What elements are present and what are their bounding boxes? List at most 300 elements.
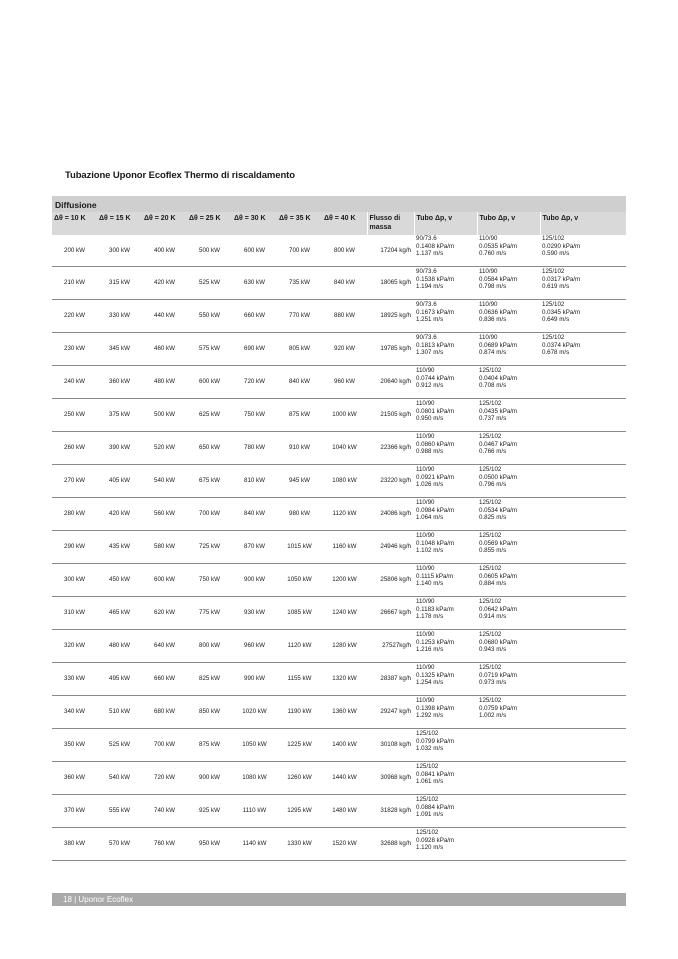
power-cell: 720 kW (142, 762, 187, 795)
power-cell: 900 kW (187, 762, 232, 795)
table-body (52, 235, 626, 861)
pipe-cell-line (542, 697, 624, 705)
power-cell: 840 kW (232, 498, 277, 531)
pipe-cell (540, 531, 626, 564)
mass-flow-cell: 30108 kg/h (367, 729, 414, 762)
power-cell: 770 kW (277, 300, 322, 333)
table-row (52, 300, 626, 333)
power-cell: 875 kW (277, 399, 322, 432)
power-cell: 1260 kW (277, 762, 322, 795)
power-cell: 230 kW (52, 333, 97, 366)
pipe-cell (477, 696, 540, 729)
pipe-cell-line: 0.874 m/s (479, 349, 507, 357)
pipe-cell-line: 0.0860 kPa/m (416, 440, 455, 448)
pipe-cell-line: 0.0345 kPa/m (542, 308, 581, 316)
power-cell: 870 kW (232, 531, 277, 564)
mass-flow-cell: 18925 kg/h (367, 300, 414, 333)
power-cell: 720 kW (232, 366, 277, 399)
section-title: Tubazione Uponor Ecoflex Thermo di riscaldamento (65, 170, 295, 181)
pipe-cell-line: 110/90 (479, 301, 498, 308)
power-cell: 1120 kW (277, 630, 322, 663)
power-cell: 435 kW (97, 531, 142, 564)
power-cell: 875 kW (187, 729, 232, 762)
pipe-cell-line: 110/90 (416, 400, 435, 407)
pipe-cell (540, 762, 626, 795)
pipe-cell-line: 90/73.6 (416, 235, 437, 242)
table-row (52, 696, 626, 729)
pipe-cell-line: 1.032 m/s (416, 745, 444, 753)
pipe-cell-line (542, 540, 624, 548)
pipe-cell-line: 1.102 m/s (416, 547, 444, 555)
pipe-cell-line: 0.988 m/s (416, 448, 444, 456)
power-cell: 375 kW (97, 399, 142, 432)
pipe-cell-line: 110/90 (479, 235, 498, 242)
power-cell: 1160 kW (322, 531, 367, 564)
power-cell: 200 kW (52, 235, 97, 267)
pipe-cell-line (479, 771, 538, 779)
column-header: Δθ = 15 K (97, 212, 142, 235)
pipe-cell-line (542, 408, 624, 416)
pipe-cell-line (479, 796, 538, 804)
power-cell: 675 kW (187, 465, 232, 498)
power-cell: 960 kW (232, 630, 277, 663)
pipe-cell (414, 597, 477, 630)
pipe-cell-line: 110/90 (416, 532, 435, 539)
pipe-cell-line: 0.0801 kPa/m (416, 407, 455, 415)
pipe-cell-line: 125/102 (479, 400, 502, 407)
diffusion-table-wrapper (52, 196, 626, 861)
pipe-cell-line (542, 646, 624, 654)
power-cell: 460 kW (142, 333, 187, 366)
pipe-cell-line: 110/90 (479, 268, 498, 275)
pipe-cell-line: 0.0799 kPa/m (416, 737, 455, 745)
pipe-cell-line: 125/102 (542, 268, 565, 275)
table-row (52, 729, 626, 762)
power-cell: 360 kW (97, 366, 142, 399)
pipe-cell-line: 125/102 (479, 631, 502, 638)
power-cell: 280 kW (52, 498, 97, 531)
power-cell: 880 kW (322, 300, 367, 333)
power-cell: 480 kW (97, 630, 142, 663)
pipe-cell-line (542, 367, 624, 375)
column-header: Δθ = 35 K (277, 212, 322, 235)
pipe-cell-line: 0.836 m/s (479, 316, 507, 324)
power-cell: 660 kW (232, 300, 277, 333)
pipe-cell (477, 630, 540, 663)
pipe-cell-line: 125/102 (479, 367, 502, 374)
power-cell: 540 kW (97, 762, 142, 795)
power-cell: 980 kW (277, 498, 322, 531)
pipe-cell-line (542, 745, 624, 753)
pipe-cell-line: 125/102 (542, 301, 565, 308)
pipe-cell-line: 125/102 (479, 664, 502, 671)
mass-flow-cell: 32688 kg/h (367, 828, 414, 861)
pipe-cell-line (479, 745, 538, 753)
power-cell: 950 kW (187, 828, 232, 861)
power-cell: 600 kW (232, 235, 277, 267)
power-cell: 540 kW (142, 465, 187, 498)
mass-flow-cell: 26667 kg/h (367, 597, 414, 630)
pipe-cell-line: 0.1253 kPa/m (416, 638, 455, 646)
pipe-cell-line: 125/102 (479, 697, 502, 704)
power-cell: 680 kW (142, 696, 187, 729)
pipe-cell-line: 1.254 m/s (416, 679, 444, 687)
pipe-cell-line: 1.061 m/s (416, 778, 444, 786)
power-cell: 630 kW (232, 267, 277, 300)
pipe-cell-line: 1.140 m/s (416, 580, 444, 588)
pipe-cell-line: 110/90 (416, 367, 435, 374)
power-cell: 700 kW (142, 729, 187, 762)
power-cell: 350 kW (52, 729, 97, 762)
pipe-cell-line (542, 672, 624, 680)
pipe-cell-line: 1.307 m/s (416, 349, 444, 357)
pipe-cell-line: 0.708 m/s (479, 382, 507, 390)
power-cell: 1400 kW (322, 729, 367, 762)
pipe-cell-line (479, 804, 538, 812)
power-cell: 740 kW (142, 795, 187, 828)
table-row (52, 235, 626, 267)
pipe-cell (477, 795, 540, 828)
power-cell: 520 kW (142, 432, 187, 465)
pipe-cell-line (542, 778, 624, 786)
pipe-cell-line: 0.0605 kPa/m (479, 572, 518, 580)
power-cell: 945 kW (277, 465, 322, 498)
pipe-cell (477, 267, 540, 300)
power-cell: 405 kW (97, 465, 142, 498)
power-cell: 960 kW (322, 366, 367, 399)
pipe-cell-line: 0.855 m/s (479, 547, 507, 555)
pipe-cell-line: 125/102 (479, 565, 502, 572)
pipe-cell-line: 1.091 m/s (416, 811, 444, 819)
pipe-cell (477, 828, 540, 861)
pipe-cell-line: 125/102 (479, 433, 502, 440)
pipe-cell (414, 498, 477, 531)
power-cell: 500 kW (142, 399, 187, 432)
pipe-cell (414, 235, 477, 267)
pipe-cell (540, 432, 626, 465)
pipe-cell-line (542, 433, 624, 441)
page-footer (52, 893, 626, 906)
pipe-cell-line (542, 811, 624, 819)
pipe-cell-line: 0.0680 kPa/m (479, 638, 518, 646)
pipe-cell-line (542, 796, 624, 804)
power-cell: 840 kW (322, 267, 367, 300)
pipe-cell-line: 0.737 m/s (479, 415, 507, 423)
power-cell: 620 kW (142, 597, 187, 630)
pipe-cell-line: 0.0467 kPa/m (479, 440, 518, 448)
table-row (52, 432, 626, 465)
pipe-cell-line: 0.0744 kPa/m (416, 374, 455, 382)
pipe-cell-line (542, 738, 624, 746)
pipe-cell-line (542, 507, 624, 515)
pipe-cell-line: 0.0841 kPa/m (416, 770, 455, 778)
pipe-cell-line: 0.0928 kPa/m (416, 836, 455, 844)
power-cell: 360 kW (52, 762, 97, 795)
pipe-cell-line (542, 771, 624, 779)
power-cell: 300 kW (52, 564, 97, 597)
pipe-cell-line (542, 514, 624, 522)
power-cell: 1040 kW (322, 432, 367, 465)
mass-flow-cell: 31828 kg/h (367, 795, 414, 828)
power-cell: 450 kW (97, 564, 142, 597)
pipe-cell (414, 663, 477, 696)
power-cell: 525 kW (97, 729, 142, 762)
pipe-cell-line (479, 844, 538, 852)
pipe-cell (414, 333, 477, 366)
table-header-row (52, 212, 626, 235)
pipe-cell-line (542, 705, 624, 713)
table-row (52, 399, 626, 432)
pipe-cell-line: 110/90 (416, 631, 435, 638)
pipe-cell (414, 432, 477, 465)
pipe-cell-line (542, 606, 624, 614)
pipe-cell-line (542, 613, 624, 621)
power-cell: 240 kW (52, 366, 97, 399)
pipe-cell (477, 366, 540, 399)
power-cell: 725 kW (187, 531, 232, 564)
pipe-cell-line (479, 730, 538, 738)
power-cell: 800 kW (187, 630, 232, 663)
pipe-cell-line: 110/90 (416, 466, 435, 473)
footer-text: 18 | Uponor Ecoflex (63, 895, 134, 904)
pipe-cell-line (479, 829, 538, 837)
pipe-cell-line (542, 580, 624, 588)
power-cell: 560 kW (142, 498, 187, 531)
pipe-cell-line (542, 481, 624, 489)
pipe-cell-line: 0.1408 kPa/m (416, 242, 455, 250)
power-cell: 600 kW (187, 366, 232, 399)
pipe-cell (477, 597, 540, 630)
pipe-cell-line: 110/90 (416, 697, 435, 704)
power-cell: 1240 kW (322, 597, 367, 630)
pipe-cell-line: 1.137 m/s (416, 250, 444, 258)
power-cell: 575 kW (187, 333, 232, 366)
pipe-cell-line: 1.292 m/s (416, 712, 444, 720)
power-cell: 495 kW (97, 663, 142, 696)
power-cell: 1320 kW (322, 663, 367, 696)
column-header: Δθ = 10 K (52, 212, 97, 235)
column-header: Δθ = 40 K (322, 212, 367, 235)
power-cell: 250 kW (52, 399, 97, 432)
power-cell: 1200 kW (322, 564, 367, 597)
pipe-cell (477, 564, 540, 597)
pipe-cell-line: 0.760 m/s (479, 250, 507, 258)
pipe-cell-line (542, 382, 624, 390)
mass-flow-cell: 17204 kg/h (367, 235, 414, 267)
power-cell: 300 kW (97, 235, 142, 267)
pipe-cell-line (542, 679, 624, 687)
pipe-cell-line (542, 565, 624, 573)
pipe-cell-line (542, 844, 624, 852)
power-cell: 660 kW (142, 663, 187, 696)
power-cell: 690 kW (232, 333, 277, 366)
pipe-cell-line: 125/102 (479, 598, 502, 605)
power-cell: 550 kW (187, 300, 232, 333)
pipe-cell-line: 1.064 m/s (416, 514, 444, 522)
mass-flow-cell: 19785 kg/h (367, 333, 414, 366)
pipe-cell (414, 696, 477, 729)
pipe-cell-line: 0.1538 kPa/m (416, 275, 455, 283)
power-cell: 1120 kW (322, 498, 367, 531)
power-cell: 220 kW (52, 300, 97, 333)
pipe-cell-line: 90/73.6 (416, 301, 437, 308)
pipe-cell-line: 0.0984 kPa/m (416, 506, 455, 514)
power-cell: 340 kW (52, 696, 97, 729)
power-cell: 1480 kW (322, 795, 367, 828)
pipe-cell-line: 0.1398 kPa/m (416, 704, 455, 712)
pipe-cell-line (479, 811, 538, 819)
pipe-cell (540, 399, 626, 432)
pipe-cell-line (542, 804, 624, 812)
pipe-cell-line: 0.1813 kPa/m (416, 341, 455, 349)
pipe-cell-line (542, 573, 624, 581)
power-cell: 750 kW (187, 564, 232, 597)
power-cell: 650 kW (187, 432, 232, 465)
power-cell: 270 kW (52, 465, 97, 498)
pipe-cell-line: 90/73.6 (416, 334, 437, 341)
pipe-cell-line: 0.0689 kPa/m (479, 341, 518, 349)
table-row (52, 630, 626, 663)
pipe-cell-line: 0.1325 kPa/m (416, 671, 455, 679)
pipe-cell (477, 432, 540, 465)
pipe-cell (540, 828, 626, 861)
pipe-cell-line: 0.649 m/s (542, 316, 570, 324)
pipe-cell-line: 0.0759 kPa/m (479, 704, 518, 712)
power-cell: 1080 kW (322, 465, 367, 498)
pipe-cell-line: 0.0884 kPa/m (416, 803, 455, 811)
mass-flow-cell: 24086 kg/h (367, 498, 414, 531)
pipe-cell-line: 110/90 (416, 664, 435, 671)
mass-flow-cell: 23220 kg/h (367, 465, 414, 498)
pipe-cell-line: 0.0921 kPa/m (416, 473, 455, 481)
power-cell: 390 kW (97, 432, 142, 465)
pipe-cell-line: 0.0569 kPa/m (479, 539, 518, 547)
pipe-cell (477, 235, 540, 267)
power-cell: 570 kW (97, 828, 142, 861)
table-row (52, 597, 626, 630)
mass-flow-cell: 28387 kg/h (367, 663, 414, 696)
table-row (52, 663, 626, 696)
pipe-cell (540, 729, 626, 762)
mass-flow-cell: 21505 kg/h (367, 399, 414, 432)
power-cell: 1440 kW (322, 762, 367, 795)
pipe-cell (477, 663, 540, 696)
power-cell: 1110 kW (232, 795, 277, 828)
pipe-cell (414, 267, 477, 300)
pipe-cell-line: 125/102 (479, 499, 502, 506)
pipe-cell-line: 0.0317 kPa/m (542, 275, 581, 283)
pipe-cell (414, 828, 477, 861)
power-cell: 260 kW (52, 432, 97, 465)
pipe-cell-line (542, 466, 624, 474)
pipe-cell-line: 1.002 m/s (479, 712, 507, 720)
power-cell: 840 kW (277, 366, 322, 399)
power-cell: 310 kW (52, 597, 97, 630)
power-cell: 555 kW (97, 795, 142, 828)
table-row (52, 366, 626, 399)
pipe-cell (540, 300, 626, 333)
pipe-cell (540, 564, 626, 597)
pipe-cell-line: 0.1115 kPa/m (416, 572, 454, 580)
power-cell: 1225 kW (277, 729, 322, 762)
power-cell: 990 kW (232, 663, 277, 696)
pipe-cell-line: 0.0435 kPa/m (479, 407, 518, 415)
pipe-cell-line (542, 448, 624, 456)
pipe-cell-line (479, 763, 538, 771)
power-cell: 1280 kW (322, 630, 367, 663)
pipe-cell (414, 399, 477, 432)
power-cell: 700 kW (187, 498, 232, 531)
power-cell: 910 kW (277, 432, 322, 465)
power-cell: 750 kW (232, 399, 277, 432)
power-cell: 1520 kW (322, 828, 367, 861)
pipe-cell-line (542, 712, 624, 720)
pipe-cell-line: 0.0500 kPa/m (479, 473, 518, 481)
pipe-cell-line: 125/102 (416, 763, 439, 770)
pipe-cell (414, 795, 477, 828)
pipe-cell (477, 531, 540, 564)
power-cell: 330 kW (97, 300, 142, 333)
pipe-cell (477, 465, 540, 498)
pipe-cell (477, 729, 540, 762)
pipe-cell-line: 0.0374 kPa/m (542, 341, 581, 349)
power-cell: 465 kW (97, 597, 142, 630)
power-cell: 1155 kW (277, 663, 322, 696)
pipe-cell (540, 366, 626, 399)
column-header-pipe: Tubo Δp, v (414, 212, 477, 235)
power-cell: 525 kW (187, 267, 232, 300)
table-row (52, 762, 626, 795)
pipe-cell-line: 0.590 m/s (542, 250, 570, 258)
pipe-cell (540, 235, 626, 267)
power-cell: 290 kW (52, 531, 97, 564)
pipe-cell-line: 0.884 m/s (479, 580, 507, 588)
pipe-cell-line (542, 474, 624, 482)
table-group-label: Diffusione (52, 196, 626, 212)
pipe-cell (540, 267, 626, 300)
power-cell: 700 kW (277, 235, 322, 267)
pipe-cell-line: 125/102 (542, 235, 565, 242)
power-cell: 345 kW (97, 333, 142, 366)
mass-flow-cell: 25806 kg/h (367, 564, 414, 597)
pipe-cell-line: 0.914 m/s (479, 613, 507, 621)
column-header: Δθ = 20 K (142, 212, 187, 235)
pipe-cell (414, 564, 477, 597)
power-cell: 900 kW (232, 564, 277, 597)
pipe-cell-line: 125/102 (416, 730, 439, 737)
pipe-cell-line: 110/90 (416, 433, 435, 440)
pipe-cell-line: 0.0404 kPa/m (479, 374, 518, 382)
pipe-cell (477, 300, 540, 333)
pipe-cell-line (542, 547, 624, 555)
table-row (52, 498, 626, 531)
pipe-cell-line: 0.798 m/s (479, 283, 507, 291)
power-cell: 1080 kW (232, 762, 277, 795)
pipe-cell-line: 0.950 m/s (416, 415, 444, 423)
pipe-cell-line (542, 532, 624, 540)
mass-flow-cell: 22366 kg/h (367, 432, 414, 465)
table-row (52, 267, 626, 300)
pipe-cell (540, 795, 626, 828)
pipe-cell-line: 0.825 m/s (479, 514, 507, 522)
mass-flow-cell: 27527kg/h (367, 630, 414, 663)
pipe-cell-line: 125/102 (479, 532, 502, 539)
pipe-cell-line: 0.0642 kPa/m (479, 605, 518, 613)
power-cell: 580 kW (142, 531, 187, 564)
pipe-cell-line (542, 415, 624, 423)
power-cell: 330 kW (52, 663, 97, 696)
column-header-pipe: Tubo Δp, v (540, 212, 626, 235)
